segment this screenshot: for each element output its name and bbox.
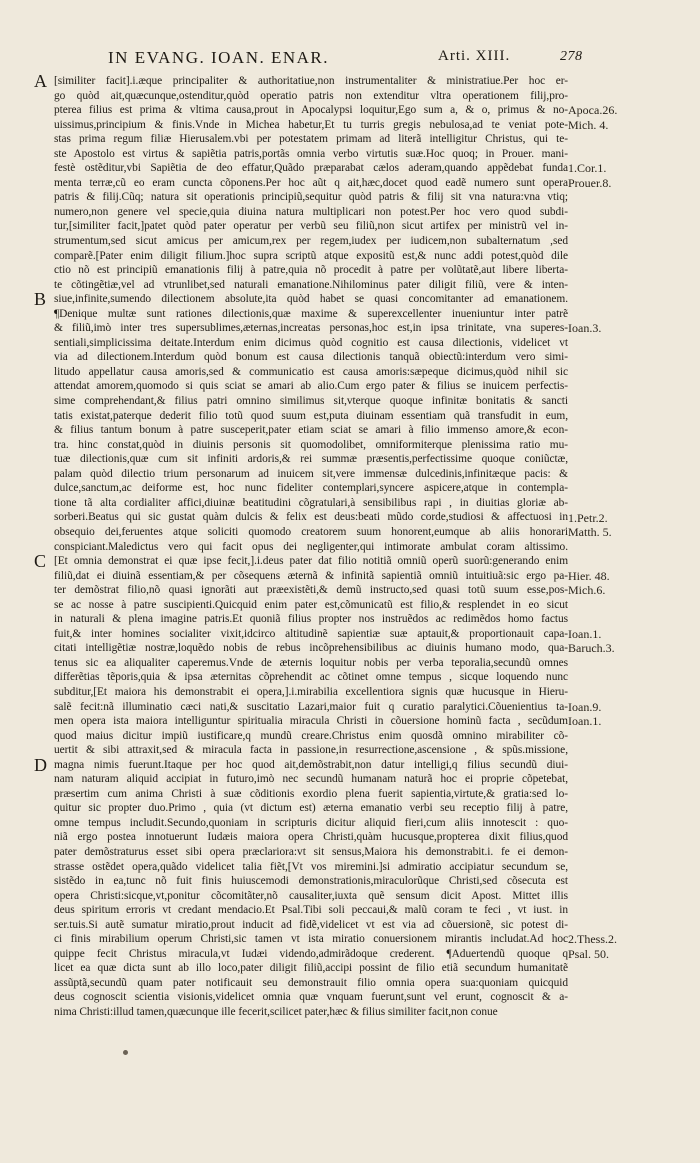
text-line: sentiali,simplicissima deitate.Interdum enim dicimus quòd cognitio est causa dilectionis, videlicet vt xyxy=(54,336,568,349)
body-text xyxy=(54,74,568,1020)
text-line: niã ergo postea innotuerunt Iudæis maiora opera Christi,quàm hucusque,propterea dixit filius,quod xyxy=(54,831,568,844)
margin-reference: Apoca.26. xyxy=(568,103,618,118)
text-line: tenus sic ea aliqualiter caperemus.Vnde de æternis loquitur nobis per verba teporalia,secundũ omnes xyxy=(54,656,568,669)
text-line: omne tempus includit.Secundo,quoniam in scripturis dicitur aliquid fieri,cum aliis innotescit : quo- xyxy=(54,816,568,829)
text-line: sime comprehendant,& filius patri omnino similimus sit,vterque quoque infinitæ bonitatis & sancti xyxy=(54,395,568,408)
margin-reference: Hier. 48. xyxy=(568,568,610,583)
text-line: in naturali & plena imagine patris.Et quoniã filius propter nos instruẽdos ac redimẽdos homo factus xyxy=(54,613,568,626)
text-line: assũptã,secundũ quam pater notificauit seu demonstrauit filio omnia opera sua:quoniam quicquid xyxy=(54,976,568,989)
text-line: men opera ista maiora intelliguntur spiritualia miracula Christi in cõuersione hominũ facta , secũdum xyxy=(54,715,568,728)
header-article: Arti. XIII. xyxy=(438,48,511,64)
margin-reference: 1.Cor.1. xyxy=(568,161,607,176)
text-line: se ac nosse à patre suscipienti.Quicquid enim pater est,cõmunicatũ est filio,& resplendet in eo sicut xyxy=(54,598,568,611)
text-line: fuit,& inter homines socialiter vixit,idcirco altitudinẽ sapientiæ suæ aptauit,& proportionauit capa- xyxy=(54,627,568,640)
text-line: nam naturam aliquid accipiat in futuro,imò nec secundũ humanam naturã hoc ei proprie cõpetebat, xyxy=(54,773,568,786)
text-line: quitur sic propter duo.Primo , quia (vt dictum est) æterna emanatio verbi seu receptio filij à patre, xyxy=(54,802,568,815)
margin-reference: Ioan.9. xyxy=(568,699,602,714)
header-title: IN EVANG. IOAN. ENAR. xyxy=(108,48,330,67)
text-line: siue,infinite,sumendo dilectionem absolute,ita quòd habet se quasi concomitanter ad emanationem. xyxy=(54,293,568,306)
margin-reference: Ioan.3. xyxy=(568,321,602,336)
text-line: pater demõstraturus esset sibi opera præclariora:vt sit sensus,Maiora his demonstrabit.i. fe ei demon- xyxy=(54,845,568,858)
text-line: opera Christi:sicque,vt,ponitur cõcomitãter,nõ causaliter,iuxta quẽ sensum dicit Apost. Mittet illis xyxy=(54,889,568,902)
text-line: deus spiritum erroris vt credant mendacio.Et Psal.Tibi soli peccaui,& malũ coram te feci , vt iust. in xyxy=(54,904,568,917)
text-line: deus cognoscit scientia visionis,videlicet omnia quæ vnquam fuerunt,sunt vel erunt, cognoscit & a- xyxy=(54,991,568,1004)
text-line: licet ea quæ dicta sunt ab illo loco,pater diligit filiũ,accipi possint de filio etiã secundum humanitatẽ xyxy=(54,962,568,975)
text-line: pterea filius est prima & vltima causa,prout in Apocalypsi loquitur,Ego sum a, & o, primus & no- xyxy=(54,104,568,117)
text-line: festè ostẽditur,vbi Sapiẽtia de deo effatur,Quãdo præparabat cælos aderam,quando appẽdebat funda xyxy=(54,162,568,175)
text-line: citati intelligẽtiæ nostræ,loquẽdo nobis de rebus incõprehensibilibus ac diuinis humano modo, qua- xyxy=(54,642,568,655)
text-line: palam quòd dilectio trium personarum ad inuicem sit,vere immensæ dulcedinis,infinitæque pacis: & xyxy=(54,467,568,480)
text-line: tur,[similiter facit,]patet quòd pater operatur per verbũ seu filiũ,non sicut artifex per ministrũ vel in- xyxy=(54,220,568,233)
text-line: tuæ dilectionis,quæ cum sit infiniti ardoris,& rei summæ præsentis,perfectissime quoque coniũctæ, xyxy=(54,453,568,466)
page-number: 278 xyxy=(560,49,583,64)
text-line: numero,non genere vel specie,quia diuina natura multiplicari non potest.Per hoc vero quod subdi- xyxy=(54,205,568,218)
text-line: litudo appellatur causa amoris,sed & communicatio est causa amoris:sæpeque dicimus,quòd nihil sic xyxy=(54,365,568,378)
text-line: patris & filij.Cũq; natura sit operationis principiũ,sequitur quòd patris & filij sit vna natura:vna vtiq; xyxy=(54,191,568,204)
section-letter: D xyxy=(34,754,47,775)
text-line: sistẽdo in ea,tunc nõ fuit finis huiuscemodi demonstrationis,miraculorũque Christi,sed cõsecuta est xyxy=(54,875,568,888)
text-line: strumentum,sed sicut amicus per amicum,rex per regem,iudex per iudicem,non subalternatum ,sed xyxy=(54,235,568,248)
text-line: differẽtias tẽporis,quia & ipsa æternitas cõprehendit ac cõtinet omne tempus , sicque loquendo nunc xyxy=(54,671,568,684)
text-line: uissimus,principium & finis.Vnde in Michea habetur,Et tu turris gregis nebulosa,ad te veniat pote- xyxy=(54,118,568,131)
text-line: filiũ,dat ei diuinã essentiam,& per cõsequens æternã & infinitã sapientiã omniũ intuitiuã:sic ergo pa- xyxy=(54,569,568,582)
text-line: uertit & sibi attraxit,sed & miracula facta in passione,in resurrectione,ascensione , & spũs.missione, xyxy=(54,744,568,757)
text-line: [similiter facit].i.æque principaliter & authoritatiue,non instrumentaliter & ministratiue.Per hoc er- xyxy=(54,75,568,87)
text-line: & filiũ,imò inter tres supersublimes,æternas,increatas personas,hoc est,in ipsa trinitate, vna superes- xyxy=(54,322,568,335)
text-line: ci finis mirabilium operum Christi,sic tamen vt ista miratio conuersionem mirantis includat.Ad hoc xyxy=(54,933,568,946)
text-line: strasse ostẽdet opera,quãdo videlicet talia fiẽt,[Vt vos miremini.]si admiratio accipiatur secundum se, xyxy=(54,860,568,873)
text-line: ctio nõ est principiũ emanationis filij à patre,quia nõ procedit à patre per volũtatẽ,aut libere liberta- xyxy=(54,264,568,277)
text-line: ¶Denique multæ sunt rationes dilectionis,quæ maxime & superexcellenter inueniuntur inter patrẽ xyxy=(54,307,568,320)
text-line: comparẽ.[Pater enim diligit filium.]hoc supra scriptũ atque expositũ est,& nunc addi potest,quòd dile xyxy=(54,249,568,262)
text-line: attendat amorem,quomodo si quis sciat se amari ab alio.Cum ergo pater & filius se inuicem perfectis- xyxy=(54,380,568,393)
margin-reference: Psal. 50. xyxy=(568,947,610,961)
text-line: magna nimis fuerunt.Itaque per hoc quod ait,demõstrabit,non datur intelligi,q filius secundũ diui- xyxy=(54,758,568,771)
margin-reference: Mich. 4. xyxy=(568,117,609,132)
text-line: tra. hinc constat,quòd in diuinis personis sit quomodolibet, omniformiterque plenissima ratio mu- xyxy=(54,438,568,451)
section-letter: C xyxy=(34,551,47,572)
margin-reference: Baruch.3. xyxy=(568,641,615,656)
text-line: te cõtingẽtiæ,vel ad vtrunlibet,sed naturali emanatione.Nihilominus pater diligit filiũ, vere & inten- xyxy=(54,278,568,291)
text-line: tatis existat,paterque dederit filio totũ quod suum est,puta diuinam essentiam quã transfudit in eum, xyxy=(54,409,568,422)
text-line: [Et omnia demonstrat ei quæ ipse fecit,].i.deus pater dat filio notitiã omniũ operũ suorũ:generando enim xyxy=(54,555,568,568)
text-line: nima Christi:illud tamen,quæcunque ille fecerit,scilicet pater,hæc & filius similiter facit,non conue xyxy=(54,1006,498,1018)
text-line: via ad dilectionem.Interdum quòd bonum est causa dilectionis tanquã obiectũ:interdum vero simi- xyxy=(54,351,568,364)
text-line: & filius tantum bonum à patre susceperit,pater etiam sciat se amari à filio immenso amore,& econ- xyxy=(54,424,568,437)
running-header xyxy=(108,48,598,70)
margin-reference: Ioan.1. xyxy=(568,714,602,729)
text-line: quod maius dicitur impiũ iustificare,q mundũ creare.Christus enim quosdã omnino mirabiliter cõ- xyxy=(54,729,568,742)
text-line: menta terræ,cũ eo eram cuncta cõponens.Per hoc aũt q ait,hæc,docet quod eadẽ numero sunt opera xyxy=(54,176,568,189)
section-letter: A xyxy=(34,71,47,91)
text-line: conspiciant.Maledictus vero qui facit opus dei negligenter,qui intimorate ambulat coram altissimo. xyxy=(54,540,568,553)
section-letter: B xyxy=(34,289,47,310)
margin-reference: Ioan.1. xyxy=(568,626,602,641)
text-line: sorberi.Beatus qui sic gustat quàm dulcis & felix est deus:beati mũdo corde,studiosi & affectuosi in xyxy=(54,511,568,524)
margin-reference: 1.Petr.2. xyxy=(568,510,608,525)
text-line: præsertim cum anima Christi à suæ cõditionis exordio plena fuerit sapientia,virtute,& gratia:sed lo- xyxy=(54,787,568,800)
ink-speck xyxy=(123,1050,128,1055)
text-line: tione tã alta cordialiter affici,diuinæ beatitudini cõgratulari,à sensibilibus rapi , in diuitias gloriæ ab- xyxy=(54,496,568,509)
text-line: salẽ fecit:nã illuminatio cæci nati,& suscitatio Lazari,maior fuit q curatio paralytici.Cõuenientius ta- xyxy=(54,700,568,713)
text-line: ste Apostolo est virtus & sapiẽtia patris,portãs omnia verbo virtutis suæ.Hoc quoq; in Prouer. mani- xyxy=(54,147,568,160)
text-line: ter demõstrat filio,nõ quasi ignorãti aut præexistẽti,& demũ instructo,sed quasi totũ suum esse,pos- xyxy=(54,584,568,597)
text-line: dulce,sanctum,ac deiforme est, hoc nunc fideliter contemplari,syncere aspicere,atque in contempla- xyxy=(54,482,568,495)
margin-reference: Matth. 5. xyxy=(568,525,612,540)
text-line: subditur,[Et maiora his demonstrabit ei opera,].i.mirabilia excellentiora signis quæ hucusque in Hieru- xyxy=(54,685,568,698)
margin-reference: Mich.6. xyxy=(568,583,606,598)
text-line: obsequio dei,feruentes atque soliciti quomodo creatorem suum honorent,eumque ab aliis honorari xyxy=(54,525,568,538)
text-line: ser.tuis.Si autẽ sumatur miratio,prout inducit ad fidẽ,videlicet vt est via ad cõuersionẽ, sic potest di- xyxy=(54,918,568,931)
text-line: stas prima regum filiæ Hierusalem.vbi per potestatem primam ad literã intelligitur Christus, qui te- xyxy=(54,133,568,146)
margin-reference: Prouer.8. xyxy=(568,175,612,190)
text-line: go quòd ait,quæcunque,ostenditur,quòd operatio patris non extenditur vltra operationem filij,pro- xyxy=(54,89,568,102)
text-line: quippe fecit Christus miracula,vt Iudæi videndo,admirãdoque crederent. ¶Aduertendũ quoque q xyxy=(54,947,568,960)
margin-reference: 2.Thess.2. xyxy=(568,932,617,947)
